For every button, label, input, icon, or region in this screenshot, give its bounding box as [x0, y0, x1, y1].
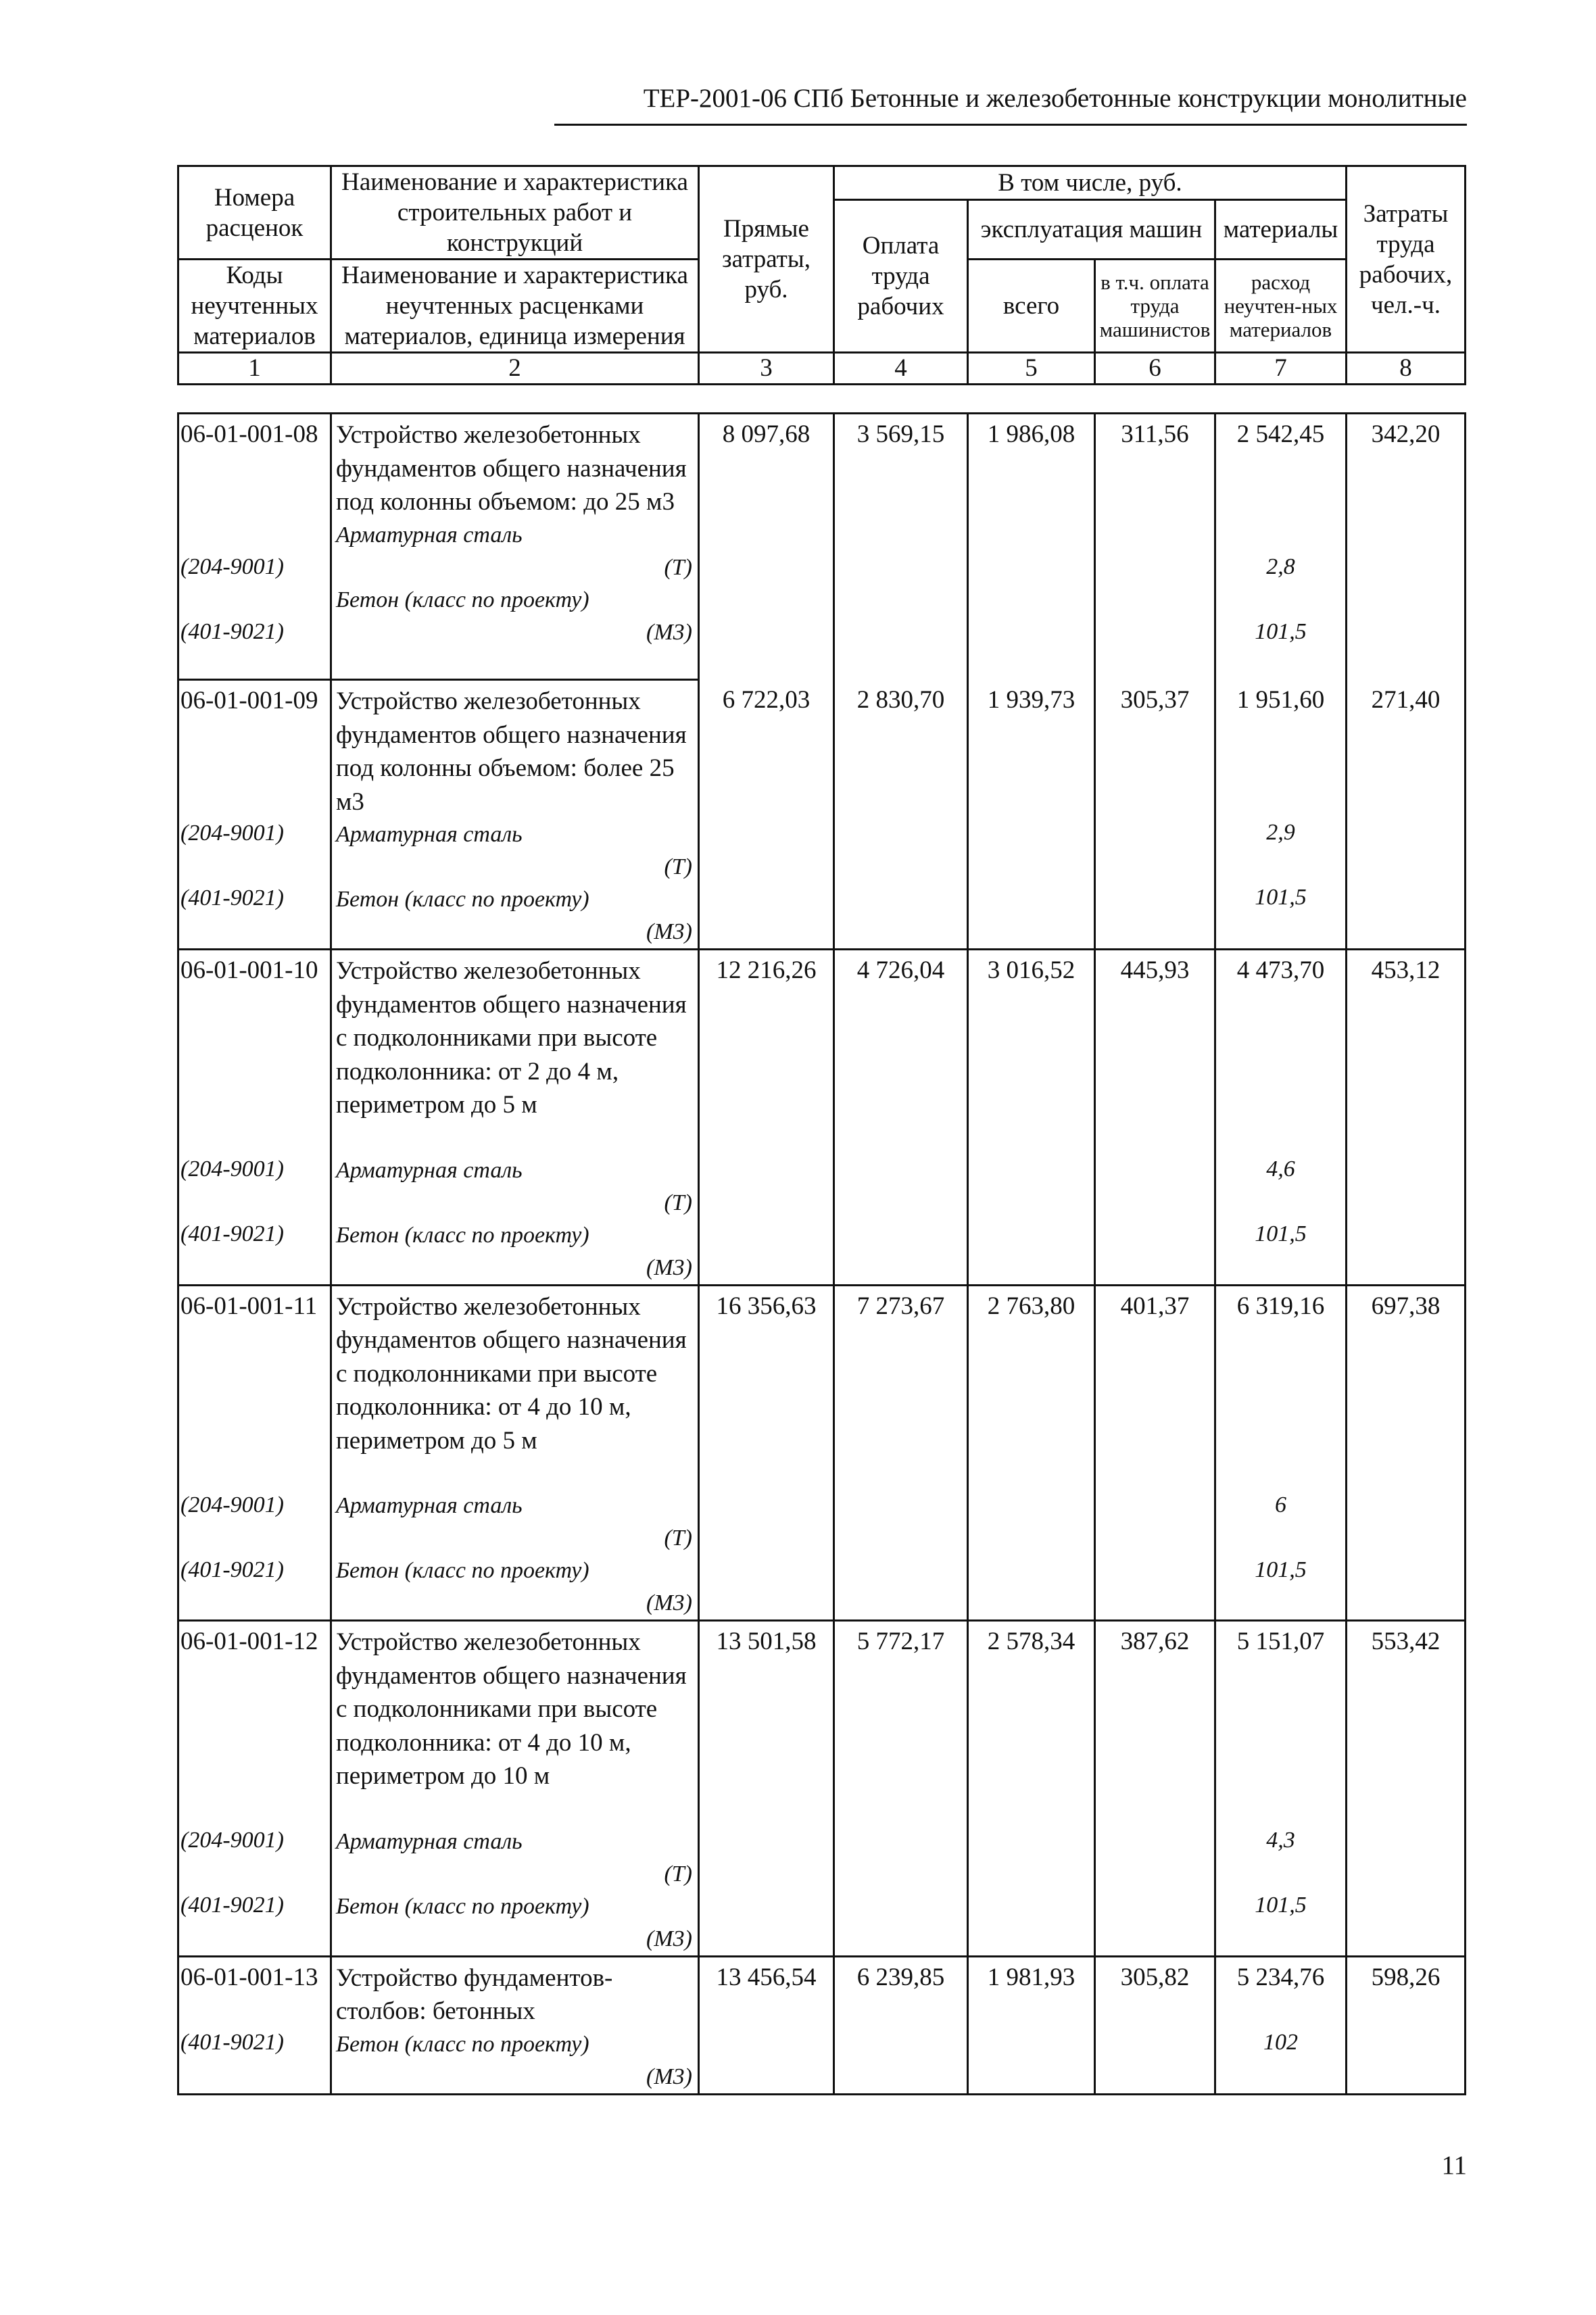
material-code: (204-9001)	[180, 821, 284, 846]
material-name: Бетон (класс по проекту)	[336, 1222, 589, 1248]
header-group: В том числе, руб.	[834, 166, 1347, 200]
labor-hours: 553,42	[1347, 1621, 1466, 1957]
labor-hours: 271,40	[1347, 680, 1466, 950]
rate-code: 06-01-001-11	[180, 1292, 318, 1320]
material-quantity: 101,5	[1255, 1557, 1307, 1582]
rate-description: Устройство железобетонных фундаментов общего назначения с подколонниками при высоте подколонника: от 4 до 10 м, периметром до 5 м	[336, 1292, 687, 1455]
rate-code-cell	[178, 1621, 331, 1957]
rate-code: 06-01-001-09	[180, 687, 318, 714]
materials-cost: 6 319,16	[1236, 1292, 1325, 1320]
material-name: Бетон (класс по проекту)	[336, 887, 589, 912]
header-col8: Затраты труда рабочих, чел.-ч.	[1347, 166, 1466, 353]
machine-operators-pay: 387,62	[1095, 1621, 1215, 1957]
material-code: (401-9021)	[180, 2029, 284, 2055]
rate-description: Устройство железобетонных фундаментов общего назначения под колонны объемом: до 25 м3	[336, 421, 687, 516]
rate-code: 06-01-001-13	[180, 1963, 318, 1991]
rate-description: Устройство железобетонных фундаментов общего назначения с подколонниками при высоте подколонника: от 4 до 10 м, периметром до 10 м	[336, 1628, 687, 1790]
column-number: 6	[1095, 353, 1215, 385]
header-col5: всего	[968, 260, 1095, 353]
material-unit: (Т)	[664, 1861, 692, 1886]
materials-cell	[1215, 1621, 1347, 1957]
running-header: ТЕР-2001-06 СПб Бетонные и железобетонные конструкции монолитные	[643, 84, 1467, 113]
material-unit: (Т)	[664, 854, 692, 879]
rate-code-cell	[178, 414, 331, 680]
material-name: Арматурная сталь	[336, 1828, 523, 1854]
rate-code: 06-01-001-10	[180, 956, 318, 984]
column-number: 3	[699, 353, 834, 385]
column-number: 7	[1215, 353, 1347, 385]
rate-code: 06-01-001-08	[180, 420, 318, 448]
rate-description-cell	[331, 1285, 699, 1621]
machine-operators-pay: 445,93	[1095, 950, 1215, 1286]
header-col6: в т.ч. оплата труда машинистов	[1095, 260, 1215, 353]
material-quantity: 4,3	[1266, 1828, 1295, 1853]
materials-cell	[1215, 414, 1347, 680]
material-name: Арматурная сталь	[336, 822, 523, 847]
labor-pay: 7 273,67	[834, 1285, 968, 1621]
rate-row	[178, 680, 1466, 950]
material-code: (204-9001)	[180, 1828, 284, 1853]
material-name: Бетон (класс по проекту)	[336, 587, 589, 612]
material-name: Арматурная сталь	[336, 1157, 523, 1183]
machine-total: 1 981,93	[968, 1956, 1095, 2094]
material-quantity: 101,5	[1255, 619, 1307, 644]
material-unit: (Т)	[664, 554, 692, 580]
materials-cell	[1215, 950, 1347, 1286]
rate-description: Устройство фундаментов-столбов: бетонных	[336, 1964, 613, 2025]
material-quantity: 2,8	[1266, 554, 1295, 579]
rate-description: Устройство железобетонных фундаментов общего назначения под колонны объемом: более 25 м3	[336, 687, 687, 816]
table-header	[177, 165, 1466, 385]
material-quantity: 2,9	[1266, 819, 1295, 845]
machine-total: 2 763,80	[968, 1285, 1095, 1621]
material-code: (401-9021)	[180, 619, 284, 644]
column-number: 1	[178, 353, 331, 385]
rate-description-cell	[331, 680, 699, 950]
direct-costs: 6 722,03	[699, 680, 834, 950]
rate-description-cell	[331, 1621, 699, 1957]
materials-cost: 5 151,07	[1236, 1628, 1325, 1655]
machine-total: 1 939,73	[968, 680, 1095, 950]
material-quantity: 4,6	[1266, 1156, 1295, 1181]
material-code: (204-9001)	[180, 554, 284, 579]
machine-total: 1 986,08	[968, 414, 1095, 680]
header-materials: материалы	[1215, 200, 1347, 260]
material-unit: (М3)	[646, 2064, 692, 2089]
material-quantity: 6	[1275, 1492, 1286, 1517]
material-quantity: 101,5	[1255, 884, 1307, 910]
rate-code-cell	[178, 1956, 331, 2094]
material-quantity: 102	[1263, 2029, 1298, 2055]
material-unit: (Т)	[664, 1190, 692, 1215]
material-name: Бетон (класс по проекту)	[336, 1558, 589, 1583]
rate-description-cell	[331, 1956, 699, 2094]
rate-code: 06-01-001-12	[180, 1628, 318, 1655]
column-number: 8	[1347, 353, 1466, 385]
material-unit: (М3)	[646, 1926, 692, 1951]
material-code: (401-9021)	[180, 1221, 284, 1246]
rate-description-cell	[331, 950, 699, 1286]
material-unit: (М3)	[646, 919, 692, 944]
labor-hours: 342,20	[1347, 414, 1466, 680]
labor-pay: 3 569,15	[834, 414, 968, 680]
labor-hours: 697,38	[1347, 1285, 1466, 1621]
page-number: 11	[1441, 2151, 1467, 2180]
materials-cell	[1215, 1956, 1347, 2094]
materials-cell	[1215, 1285, 1347, 1621]
rate-row	[178, 1285, 1466, 1621]
header-machines: эксплуатация машин	[968, 200, 1215, 260]
materials-cost: 5 234,76	[1236, 1963, 1325, 1991]
rate-description: Устройство железобетонных фундаментов общего назначения с подколонниками при высоте подколонника: от 2 до 4 м, периметром до 5 м	[336, 957, 687, 1119]
column-number: 2	[331, 353, 699, 385]
labor-hours: 453,12	[1347, 950, 1466, 1286]
material-unit: (М3)	[646, 1254, 692, 1280]
machine-operators-pay: 305,37	[1095, 680, 1215, 950]
machine-operators-pay: 311,56	[1095, 414, 1215, 680]
material-quantity: 101,5	[1255, 1221, 1307, 1246]
material-code: (401-9021)	[180, 885, 284, 910]
direct-costs: 8 097,68	[699, 414, 834, 680]
rates-table	[177, 412, 1466, 2095]
labor-pay: 4 726,04	[834, 950, 968, 1286]
machine-total: 3 016,52	[968, 950, 1095, 1286]
rate-row	[178, 1621, 1466, 1957]
rate-row	[178, 950, 1466, 1286]
material-name: Арматурная сталь	[336, 522, 523, 547]
material-unit: (Т)	[664, 1526, 692, 1551]
material-name: Бетон (класс по проекту)	[336, 2031, 589, 2057]
header-col1-top: Номера расценок	[178, 166, 331, 260]
material-quantity: 101,5	[1255, 1893, 1307, 1918]
column-number: 4	[834, 353, 968, 385]
materials-cost: 2 542,45	[1236, 420, 1325, 448]
header-col1-bottom: Коды неучтенных материалов	[178, 260, 331, 353]
material-code: (401-9021)	[180, 1893, 284, 1918]
header-col4: Оплата труда рабочих	[834, 200, 968, 353]
header-rule	[554, 124, 1467, 126]
rate-code-cell	[178, 1285, 331, 1621]
material-unit: (М3)	[646, 1590, 692, 1615]
header-col2-top: Наименование и характеристика строительных работ и конструкций	[331, 166, 699, 260]
header-col2-bottom: Наименование и характеристика неучтенных расценками материалов, единица измерения	[331, 260, 699, 353]
rate-code-cell	[178, 950, 331, 1286]
direct-costs: 13 456,54	[699, 1956, 834, 2094]
column-number: 5	[968, 353, 1095, 385]
rate-description-cell	[331, 414, 699, 680]
machine-operators-pay: 305,82	[1095, 1956, 1215, 2094]
machine-total: 2 578,34	[968, 1621, 1095, 1957]
direct-costs: 13 501,58	[699, 1621, 834, 1957]
direct-costs: 12 216,26	[699, 950, 834, 1286]
rate-row	[178, 414, 1466, 680]
materials-cell	[1215, 680, 1347, 950]
material-name: Арматурная сталь	[336, 1493, 523, 1518]
material-name: Бетон (класс по проекту)	[336, 1893, 589, 1919]
labor-pay: 2 830,70	[834, 680, 968, 950]
materials-cost: 4 473,70	[1236, 956, 1325, 984]
rate-row	[178, 1956, 1466, 2094]
labor-pay: 5 772,17	[834, 1621, 968, 1957]
machine-operators-pay: 401,37	[1095, 1285, 1215, 1621]
materials-cost: 1 951,60	[1236, 685, 1325, 714]
labor-pay: 6 239,85	[834, 1956, 968, 2094]
material-unit: (М3)	[646, 619, 692, 645]
material-code: (204-9001)	[180, 1492, 284, 1517]
material-code: (401-9021)	[180, 1557, 284, 1582]
header-col7: расход неучтен-ных материалов	[1215, 260, 1347, 353]
labor-hours: 598,26	[1347, 1956, 1466, 2094]
material-code: (204-9001)	[180, 1156, 284, 1181]
header-col3: Прямые затраты, руб.	[699, 166, 834, 353]
rate-code-cell	[178, 680, 331, 950]
direct-costs: 16 356,63	[699, 1285, 834, 1621]
